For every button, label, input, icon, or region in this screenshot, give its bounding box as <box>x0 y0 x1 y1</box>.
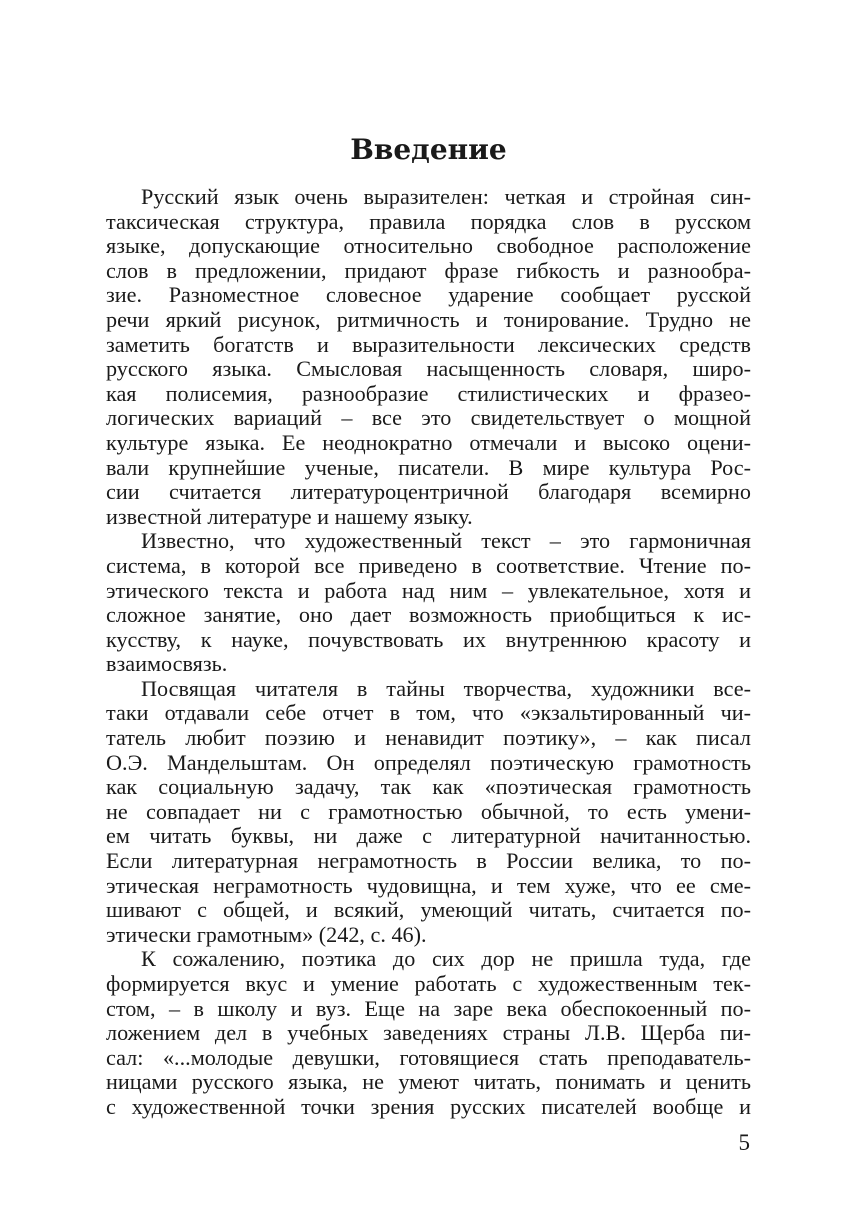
text-line: взаимосвязь. <box>106 651 228 677</box>
text-line: кая полисемия, разнообразие стилистических и фразео- <box>106 380 751 406</box>
text-line: татель любит поэзию и ненавидит поэтику», – как писал <box>106 725 751 751</box>
page-number: 5 <box>738 1130 750 1155</box>
text-line: не совпадает ни с грамотностью обычной, то есть умени- <box>106 798 751 824</box>
text-line: ем читать буквы, ни даже с литературной начитанностью. <box>106 823 751 849</box>
text-line: О.Э. Мандельштам. Он определял поэтическую грамотность <box>106 749 751 775</box>
text-line: логических вариаций – все это свидетельствует о мощной <box>106 405 751 431</box>
text-line: ницами русского языка, не умеют читать, понимать и ценить <box>106 1069 751 1095</box>
text-line: слов в предложении, придают фразе гибкость и разнообра- <box>106 257 751 283</box>
text-line: система, в которой все приведено в соответствие. Чтение по- <box>106 552 751 578</box>
text-line: сии считается литературоцентричной благодаря всемирно <box>106 479 751 505</box>
text-line: стом, – в школу и вуз. Еще на заре века обеспокоенный по- <box>106 995 751 1021</box>
text-line: культуре языка. Ее неоднократно отмечали и высоко оцени- <box>106 429 751 455</box>
text-line: Посвящая читателя в тайны творчества, художники все- <box>141 675 751 701</box>
text-line: русского языка. Смысловая насыщенность словаря, широ- <box>106 356 751 382</box>
text-line: таксическая структура, правила порядка слов в русском <box>106 208 751 234</box>
text-line: языке, допускающие относительно свободное расположение <box>106 233 751 259</box>
text-line: вали крупнейшие ученые, писатели. В мире культура Рос- <box>106 454 751 480</box>
text-line: известной литературе и нашему языку. <box>106 503 473 529</box>
text-line: этически грамотным» (242, с. 46). <box>106 921 427 947</box>
paragraph <box>106 947 751 1119</box>
text-line: сложное занятие, оно дает возможность приобщиться к ис- <box>106 602 751 628</box>
text-line: таки отдавали себе отчет в том, что «экзальтированный чи- <box>106 700 751 726</box>
text-line: этическая неграмотность чудовищна, и тем хуже, что ее сме- <box>106 872 751 898</box>
text-line: Если литературная неграмотность в России велика, то по- <box>106 848 751 874</box>
text-line: Известно, что художественный текст – это гармоничная <box>141 528 751 554</box>
text-line: К сожалению, поэтика до сих дор не пришла туда, где <box>141 946 751 972</box>
text-line: с художественной точки зрения русских писателей вообще и <box>106 1093 751 1119</box>
page-title: Введение <box>350 133 507 166</box>
body-text <box>106 185 751 1120</box>
paragraph <box>106 529 751 677</box>
text-line: кусству, к науке, почувствовать их внутреннюю красоту и <box>106 626 751 652</box>
text-line: сал: «...молодые девушки, готовящиеся стать преподаватель- <box>106 1044 751 1070</box>
text-line: как социальную задачу, так как «поэтическая грамотность <box>106 774 751 800</box>
text-line: речи яркий рисунок, ритмичность и тонирование. Трудно не <box>106 306 751 332</box>
text-line: шивают с общей, и всякий, умеющий читать, считается по- <box>106 897 751 923</box>
paragraph <box>106 677 751 948</box>
paragraph <box>106 185 751 529</box>
text-line: этического текста и работа над ним – увлекательное, хотя и <box>106 577 751 603</box>
text-line: зие. Разноместное словесное ударение сообщает русской <box>106 282 751 308</box>
text-line: формируется вкус и умение работать с художественным тек- <box>106 971 751 996</box>
text-line: заметить богатств и выразительности лексических средств <box>106 331 751 357</box>
text-line: Русский язык очень выразителен: четкая и стройная син- <box>141 184 751 209</box>
text-line: ложением дел в учебных заведениях страны Л.В. Щерба пи- <box>106 1020 751 1046</box>
